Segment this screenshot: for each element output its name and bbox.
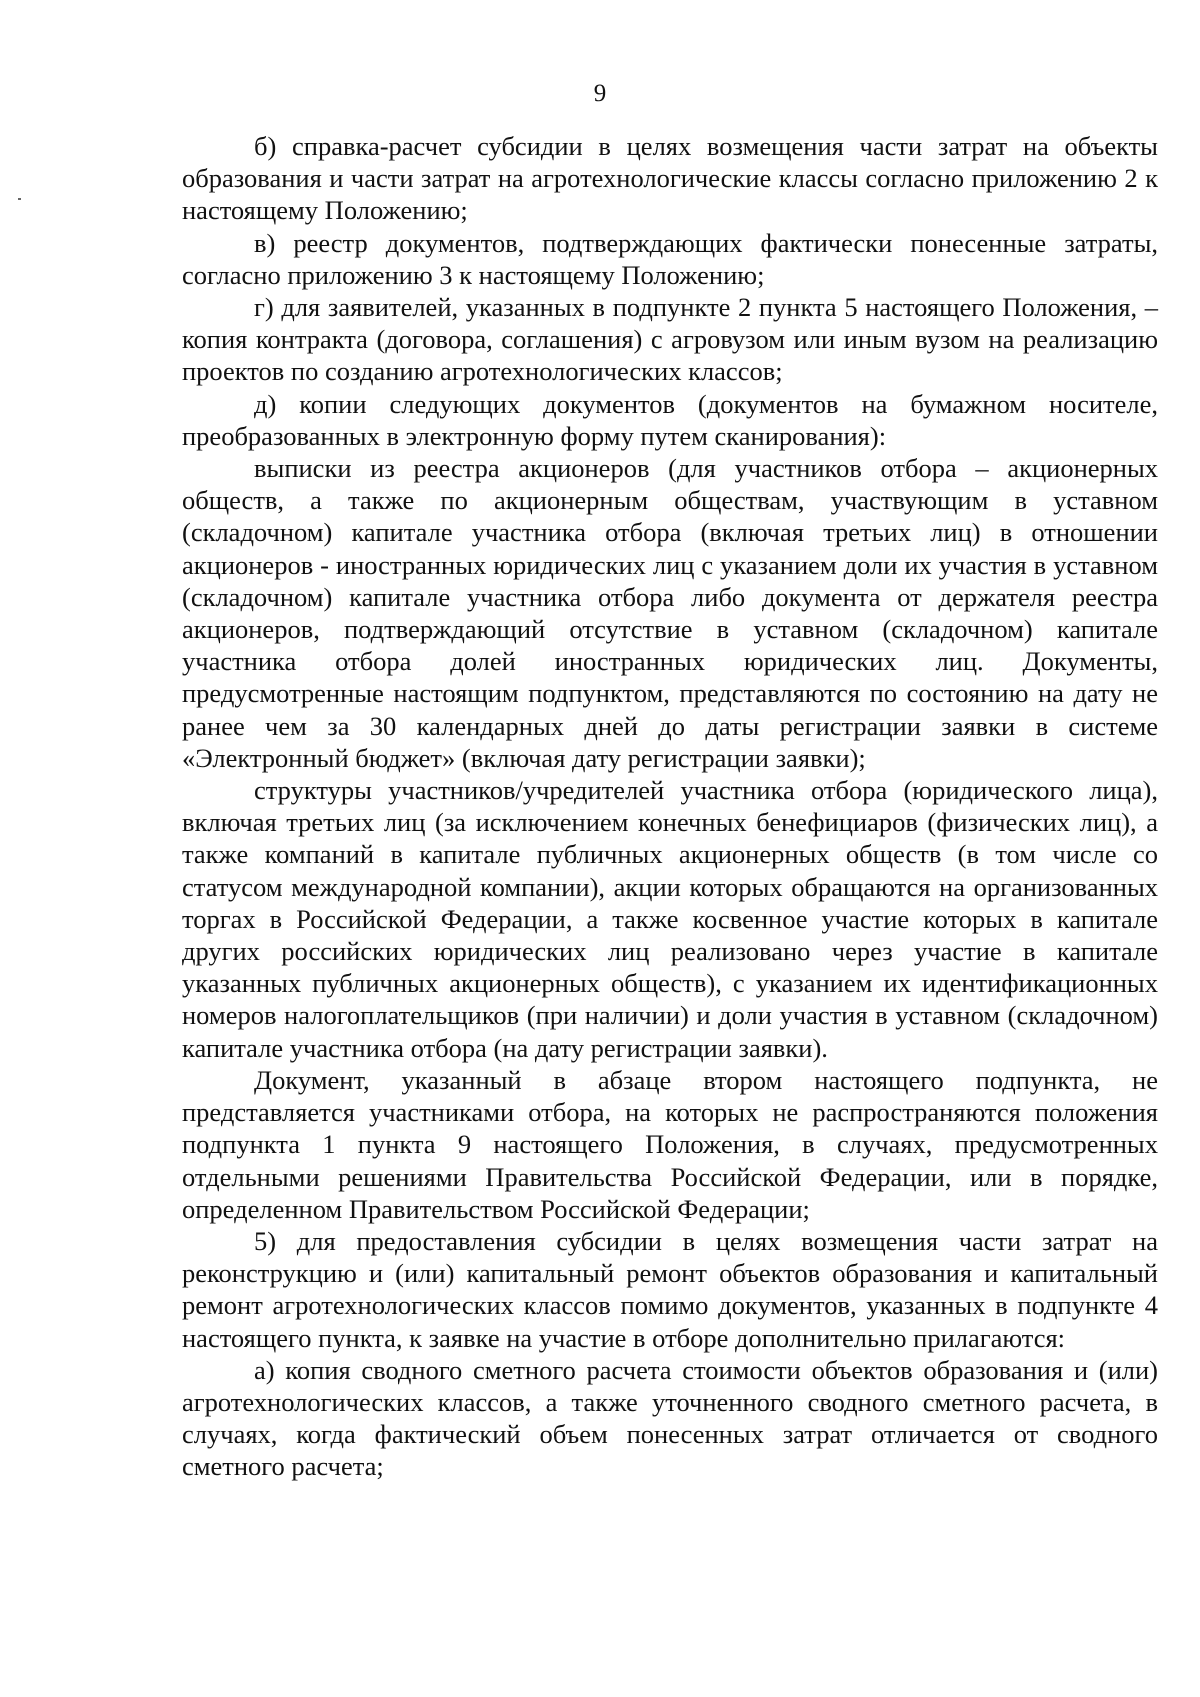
- paragraph-v-registry: в) реестр документов, подтверждающих фактически понесенные затраты, согласно приложению 3 к настоящему Положению;: [182, 227, 1158, 290]
- document-body: [182, 130, 1158, 1483]
- page-number: 9: [593, 80, 607, 107]
- paragraph-shareholder-extracts: выписки из реестра акционеров (для участников отбора – акционерных обществ, а также по акционерным обществам, участвующим в уставном (складочном) капитале участника отбора (включая третьих лиц) в отношении акционеров - иностранных юридических лиц с указанием доли их участия в уставном (складочном) капитале участника отбора либо документа от держателя реестра акционеров, подтверждающий отсутствие в уставном (складочном) капитале участника отбора долей иностранных юридических лиц. Документы, предусмотренные настоящим подпунктом, представляются по состоянию на дату не ранее чем за 30 календарных дней до даты регистрации заявки в системе «Электронный бюджет» (включая дату регистрации заявки);: [182, 453, 1158, 773]
- paragraph-d-document-copies: д) копии следующих документов (документов на бумажном носителе, преобразованных в электронную форму путем сканирования):: [182, 388, 1158, 451]
- paragraph-g-contract-copy: г) для заявителей, указанных в подпункте 2 пункта 5 настоящего Положения, – копия контракта (договора, соглашения) с агровузом или иным вузом на реализацию проектов по созданию агротехнологических классов;: [182, 292, 1158, 387]
- paragraph-document-exemption: Документ, указанный в абзаце втором настоящего подпункта, не представляется участниками отбора, на которых не распространяются положения подпункта 1 пункта 9 настоящего Положения, в случаях, предусмотренных отдельными решениями Правительства Российской Федерации, или в порядке, определенном Правительством Российской Федерации;: [182, 1064, 1158, 1224]
- paragraph-5-reconstruction-subsidy: 5) для предоставления субсидии в целях возмещения части затрат на реконструкцию и (или) капитальный ремонт объектов образования и капитальный ремонт агротехнологических классов помимо документов, указанных в подпункте 4 настоящего пункта, к заявке на участие в отборе дополнительно прилагаются:: [182, 1225, 1158, 1353]
- paragraph-b-calculation: б) справка-расчет субсидии в целях возмещения части затрат на объекты образования и части затрат на агротехнологические классы согласно приложению 2 к настоящему Положению;: [182, 131, 1158, 226]
- paragraph-participant-structure: структуры участников/учредителей участника отбора (юридического лица), включая третьих лиц (за исключением конечных бенефициаров (физических лиц), а также компаний в капитале публичных акционерных обществ (в том числе со статусом международной компании), акции которых обращаются на организованных торгах в Российской Федерации, а также косвенное участие которых в капитале других российских юридических лиц реализовано через участие в капитале указанных публичных акционерных обществ), с указанием их идентификационных номеров налогоплательщиков (при наличии) и доли участия в уставном (складочном) капитале участника отбора (на дату регистрации заявки).: [182, 775, 1158, 1063]
- paragraph-a-estimate-copy: а) копия сводного сметного расчета стоимости объектов образования и (или) агротехнологических классов, а также уточненного сводного сметного расчета, в случаях, когда фактический объем понесенных затрат отличается от сводного сметного расчета;: [182, 1354, 1158, 1482]
- scan-speck: [18, 198, 21, 200]
